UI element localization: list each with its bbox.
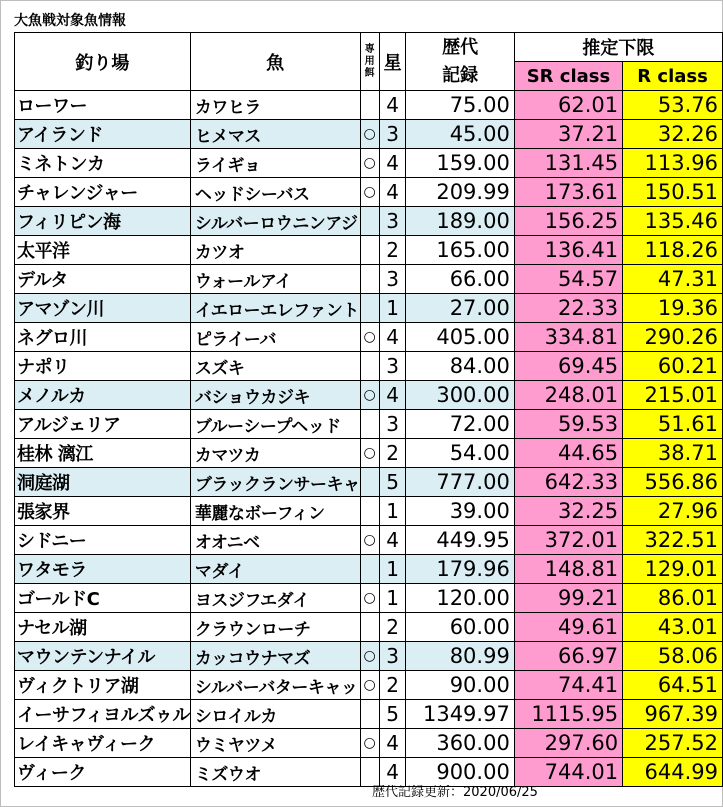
sr-class-cell: 136.41 bbox=[514, 236, 622, 265]
record-updated-note: 歴代記録更新：2020/06/25 bbox=[372, 785, 538, 800]
location-cell: レイキャヴィーク bbox=[15, 729, 191, 758]
location-cell: ヴィクトリア湖 bbox=[15, 671, 191, 700]
record-cell: 449.95 bbox=[406, 526, 514, 555]
star-cell: 2 bbox=[379, 439, 406, 468]
sr-class-cell: 334.81 bbox=[514, 323, 622, 352]
sr-class-cell: 22.33 bbox=[514, 294, 622, 323]
fish-table bbox=[14, 32, 723, 787]
fish-cell: ピライーバ bbox=[190, 323, 360, 352]
star-cell: 3 bbox=[379, 207, 406, 236]
star-cell: 3 bbox=[379, 642, 406, 671]
r-class-cell: 27.96 bbox=[623, 497, 723, 526]
bait-cell: ○ bbox=[360, 671, 379, 700]
r-class-cell: 38.71 bbox=[623, 439, 723, 468]
r-class-cell: 47.31 bbox=[623, 265, 723, 294]
header-fish: 魚 bbox=[190, 33, 360, 91]
record-cell: 189.00 bbox=[406, 207, 514, 236]
header-record-line1: 歴代 bbox=[442, 36, 479, 58]
star-cell: 2 bbox=[379, 236, 406, 265]
r-class-cell: 64.51 bbox=[623, 671, 723, 700]
location-cell: 桂林 漓江 bbox=[15, 439, 191, 468]
location-cell: アマゾン川 bbox=[15, 294, 191, 323]
r-class-cell: 556.86 bbox=[623, 468, 723, 497]
sr-class-cell: 69.45 bbox=[514, 352, 622, 381]
record-cell: 45.00 bbox=[406, 120, 514, 149]
star-cell: 2 bbox=[379, 613, 406, 642]
r-class-cell: 60.21 bbox=[623, 352, 723, 381]
sr-class-cell: 74.41 bbox=[514, 671, 622, 700]
sr-class-cell: 99.21 bbox=[514, 584, 622, 613]
location-cell: 洞庭湖 bbox=[15, 468, 191, 497]
fish-cell: バショウカジキ bbox=[190, 381, 360, 410]
fish-cell: クラウンローチ bbox=[190, 613, 360, 642]
r-class-cell: 53.76 bbox=[623, 91, 723, 120]
location-cell: ローワー bbox=[15, 91, 191, 120]
star-cell: 3 bbox=[379, 410, 406, 439]
sr-class-cell: 372.01 bbox=[514, 526, 622, 555]
record-cell: 209.99 bbox=[406, 178, 514, 207]
header-estimate: 推定下限 bbox=[514, 33, 722, 62]
header-bait bbox=[360, 33, 379, 91]
location-cell: シドニー bbox=[15, 526, 191, 555]
fish-cell: ヒメマス bbox=[190, 120, 360, 149]
bait-cell: ○ bbox=[360, 526, 379, 555]
table-row bbox=[15, 294, 723, 323]
record-cell: 80.99 bbox=[406, 642, 514, 671]
r-class-cell: 113.96 bbox=[623, 149, 723, 178]
r-class-cell: 135.46 bbox=[623, 207, 723, 236]
location-cell: ナポリ bbox=[15, 352, 191, 381]
star-cell: 4 bbox=[379, 149, 406, 178]
record-cell: 27.00 bbox=[406, 294, 514, 323]
table-row bbox=[15, 555, 723, 584]
location-cell: イーサフィヨルズゥル bbox=[15, 700, 191, 729]
table-row bbox=[15, 178, 723, 207]
location-cell: ゴールドC bbox=[15, 584, 191, 613]
table-row bbox=[15, 323, 723, 352]
sr-class-cell: 62.01 bbox=[514, 91, 622, 120]
table-row bbox=[15, 149, 723, 178]
fish-cell: シルバーロウニンアジ bbox=[190, 207, 360, 236]
header-record bbox=[406, 33, 514, 91]
sr-class-cell: 66.97 bbox=[514, 642, 622, 671]
fish-cell: ウミヤツメ bbox=[190, 729, 360, 758]
sr-class-cell: 49.61 bbox=[514, 613, 622, 642]
record-cell: 159.00 bbox=[406, 149, 514, 178]
fish-cell: カワヒラ bbox=[190, 91, 360, 120]
sheet-title: 大魚戦対象魚情報 bbox=[14, 13, 126, 29]
location-cell: ヴィーク bbox=[15, 758, 191, 787]
bait-cell: ○ bbox=[360, 149, 379, 178]
r-class-cell: 58.06 bbox=[623, 642, 723, 671]
r-class-cell: 19.36 bbox=[623, 294, 723, 323]
record-cell: 360.00 bbox=[406, 729, 514, 758]
record-cell: 72.00 bbox=[406, 410, 514, 439]
fish-cell: カッコウナマズ bbox=[190, 642, 360, 671]
bait-cell: ○ bbox=[360, 120, 379, 149]
location-cell: 太平洋 bbox=[15, 236, 191, 265]
table-row bbox=[15, 207, 723, 236]
record-cell: 165.00 bbox=[406, 236, 514, 265]
r-class-cell: 644.99 bbox=[623, 758, 723, 787]
header-bait-line2: 用 bbox=[364, 55, 375, 67]
fish-cell: ブラックランサーキャ bbox=[190, 468, 360, 497]
sr-class-cell: 248.01 bbox=[514, 381, 622, 410]
star-cell: 3 bbox=[379, 265, 406, 294]
sr-class-cell: 59.53 bbox=[514, 410, 622, 439]
r-class-cell: 290.26 bbox=[623, 323, 723, 352]
bait-cell bbox=[360, 207, 379, 236]
location-cell: アイランド bbox=[15, 120, 191, 149]
table-row bbox=[15, 265, 723, 294]
header-r-class: R class bbox=[623, 62, 723, 91]
star-cell: 4 bbox=[379, 758, 406, 787]
table-row bbox=[15, 439, 723, 468]
sr-class-cell: 642.33 bbox=[514, 468, 622, 497]
r-class-cell: 51.61 bbox=[623, 410, 723, 439]
star-cell: 1 bbox=[379, 555, 406, 584]
location-cell: アルジェリア bbox=[15, 410, 191, 439]
header-bait-line3: 餌 bbox=[364, 67, 375, 79]
record-cell: 39.00 bbox=[406, 497, 514, 526]
r-class-cell: 86.01 bbox=[623, 584, 723, 613]
table-row bbox=[15, 410, 723, 439]
bait-cell bbox=[360, 497, 379, 526]
table-row bbox=[15, 758, 723, 787]
bait-cell bbox=[360, 236, 379, 265]
r-class-cell: 43.01 bbox=[623, 613, 723, 642]
location-cell: デルタ bbox=[15, 265, 191, 294]
star-cell: 5 bbox=[379, 468, 406, 497]
r-class-cell: 150.51 bbox=[623, 178, 723, 207]
fish-cell: イエローエレファント bbox=[190, 294, 360, 323]
bait-cell bbox=[360, 91, 379, 120]
table-row bbox=[15, 671, 723, 700]
bait-cell bbox=[360, 410, 379, 439]
location-cell: 張家界 bbox=[15, 497, 191, 526]
table-row bbox=[15, 729, 723, 758]
record-cell: 54.00 bbox=[406, 439, 514, 468]
bait-cell: ○ bbox=[360, 381, 379, 410]
fish-cell: シロイルカ bbox=[190, 700, 360, 729]
sr-class-cell: 37.21 bbox=[514, 120, 622, 149]
fish-cell: ウォールアイ bbox=[190, 265, 360, 294]
table-row bbox=[15, 700, 723, 729]
location-cell: ネグロ川 bbox=[15, 323, 191, 352]
record-cell: 777.00 bbox=[406, 468, 514, 497]
location-cell: マウンテンナイル bbox=[15, 642, 191, 671]
fish-cell: シルバーバターキャッ bbox=[190, 671, 360, 700]
sr-class-cell: 744.01 bbox=[514, 758, 622, 787]
location-cell: ワタモラ bbox=[15, 555, 191, 584]
location-cell: フィリピン海 bbox=[15, 207, 191, 236]
bait-cell: ○ bbox=[360, 642, 379, 671]
header-sr-class: SR class bbox=[514, 62, 622, 91]
r-class-cell: 32.26 bbox=[623, 120, 723, 149]
sr-class-cell: 1115.95 bbox=[514, 700, 622, 729]
r-class-cell: 129.01 bbox=[623, 555, 723, 584]
record-cell: 60.00 bbox=[406, 613, 514, 642]
sr-class-cell: 297.60 bbox=[514, 729, 622, 758]
star-cell: 4 bbox=[379, 178, 406, 207]
location-cell: ミネトンカ bbox=[15, 149, 191, 178]
bait-cell: ○ bbox=[360, 584, 379, 613]
fish-cell: オオニベ bbox=[190, 526, 360, 555]
bait-cell bbox=[360, 265, 379, 294]
table-row bbox=[15, 381, 723, 410]
star-cell: 4 bbox=[379, 381, 406, 410]
star-cell: 5 bbox=[379, 700, 406, 729]
table-row bbox=[15, 91, 723, 120]
sr-class-cell: 173.61 bbox=[514, 178, 622, 207]
location-cell: チャレンジャー bbox=[15, 178, 191, 207]
star-cell: 4 bbox=[379, 91, 406, 120]
bait-cell: ○ bbox=[360, 439, 379, 468]
record-cell: 300.00 bbox=[406, 381, 514, 410]
record-cell: 90.00 bbox=[406, 671, 514, 700]
table-row bbox=[15, 120, 723, 149]
fish-cell: ミズウオ bbox=[190, 758, 360, 787]
bait-cell bbox=[360, 468, 379, 497]
bait-cell bbox=[360, 700, 379, 729]
r-class-cell: 967.39 bbox=[623, 700, 723, 729]
star-cell: 1 bbox=[379, 294, 406, 323]
record-cell: 66.00 bbox=[406, 265, 514, 294]
fish-cell: マダイ bbox=[190, 555, 360, 584]
star-cell: 1 bbox=[379, 497, 406, 526]
r-class-cell: 118.26 bbox=[623, 236, 723, 265]
bait-cell bbox=[360, 294, 379, 323]
sr-class-cell: 131.45 bbox=[514, 149, 622, 178]
fish-cell: 華麗なボーフィン bbox=[190, 497, 360, 526]
r-class-cell: 257.52 bbox=[623, 729, 723, 758]
r-class-cell: 215.01 bbox=[623, 381, 723, 410]
star-cell: 3 bbox=[379, 120, 406, 149]
header-bait-line1: 専 bbox=[364, 43, 375, 55]
bait-cell bbox=[360, 555, 379, 584]
sr-class-cell: 156.25 bbox=[514, 207, 622, 236]
bait-cell: ○ bbox=[360, 323, 379, 352]
fish-cell: ヨスジフエダイ bbox=[190, 584, 360, 613]
location-cell: ナセル湖 bbox=[15, 613, 191, 642]
fish-cell: スズキ bbox=[190, 352, 360, 381]
sr-class-cell: 44.65 bbox=[514, 439, 622, 468]
record-cell: 1349.97 bbox=[406, 700, 514, 729]
bait-cell: ○ bbox=[360, 729, 379, 758]
sr-class-cell: 54.57 bbox=[514, 265, 622, 294]
table-row bbox=[15, 642, 723, 671]
sr-class-cell: 148.81 bbox=[514, 555, 622, 584]
table-row bbox=[15, 584, 723, 613]
table-row bbox=[15, 526, 723, 555]
record-cell: 179.96 bbox=[406, 555, 514, 584]
table-row bbox=[15, 352, 723, 381]
fish-cell: ライギョ bbox=[190, 149, 360, 178]
fish-cell: ブルーシープヘッド bbox=[190, 410, 360, 439]
star-cell: 4 bbox=[379, 323, 406, 352]
header-star: 星 bbox=[379, 33, 406, 91]
record-cell: 84.00 bbox=[406, 352, 514, 381]
star-cell: 3 bbox=[379, 352, 406, 381]
record-cell: 120.00 bbox=[406, 584, 514, 613]
bait-cell bbox=[360, 613, 379, 642]
table-row bbox=[15, 497, 723, 526]
record-cell: 75.00 bbox=[406, 91, 514, 120]
bait-cell: ○ bbox=[360, 178, 379, 207]
location-cell: メノルカ bbox=[15, 381, 191, 410]
r-class-cell: 322.51 bbox=[623, 526, 723, 555]
header-record-line2: 記録 bbox=[442, 64, 479, 86]
star-cell: 2 bbox=[379, 671, 406, 700]
fish-cell: カマツカ bbox=[190, 439, 360, 468]
star-cell: 4 bbox=[379, 526, 406, 555]
sr-class-cell: 32.25 bbox=[514, 497, 622, 526]
header-location: 釣り場 bbox=[15, 33, 191, 91]
table-row bbox=[15, 468, 723, 497]
star-cell: 1 bbox=[379, 584, 406, 613]
record-cell: 405.00 bbox=[406, 323, 514, 352]
bait-cell bbox=[360, 352, 379, 381]
fish-cell: ヘッドシーバス bbox=[190, 178, 360, 207]
table-row bbox=[15, 613, 723, 642]
star-cell: 4 bbox=[379, 729, 406, 758]
fish-cell: カツオ bbox=[190, 236, 360, 265]
table-row bbox=[15, 236, 723, 265]
record-cell: 900.00 bbox=[406, 758, 514, 787]
